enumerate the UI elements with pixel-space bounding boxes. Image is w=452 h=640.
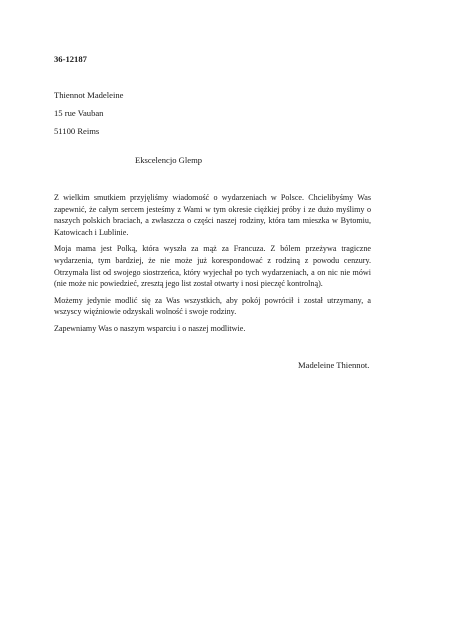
paragraph: Zapewniamy Was o naszym wsparciu i o naszej modlitwie. (54, 323, 246, 333)
reference-number: 36-12187 (54, 54, 87, 64)
sender-name: Thiennot Madeleine (54, 90, 124, 100)
sender-city: 51100 Reims (54, 126, 100, 136)
signature: Madeleine Thiennot. (298, 360, 370, 370)
paragraph: Możemy jedynie modlić się za Was wszystkich, aby pokój powrócił i został utrzymany, a wszyscy więźniowie odzyskali wolność i swoje rodziny. (54, 295, 371, 317)
paragraph: Z wielkim smutkiem przyjęliśmy wiadomość o wydarzeniach w Polsce. Chcielibyśmy Was zapewnić, że całym sercem jesteśmy z Wami w tym okresie ciężkiej próby i ze dużo myślimy o naszych polskich braciach, a zwłaszcza o części naszej rodziny, która tam mieszka w Bytomiu, Katowicach i Lublinie. (54, 193, 371, 237)
letter-body (54, 192, 371, 340)
sender-street: 15 rue Vauban (54, 108, 104, 118)
greeting: Ekscelencjo Glemp (135, 155, 203, 165)
paragraph: Moja mama jest Polką, która wyszła za mąż za Francuza. Z bólem przeżywa tragiczne wydarzenia, tym bardziej, że nie może już korespondować z rodziną z powodu cenzury. Otrzymała list od swojego siostrzeńca, który wyjechał po tych wydarzeniach, a on nic nie mówi (nie może nic powiedzieć, zresztą jego list został otwarty i nosi pieczęć kontrolną). (54, 244, 371, 289)
